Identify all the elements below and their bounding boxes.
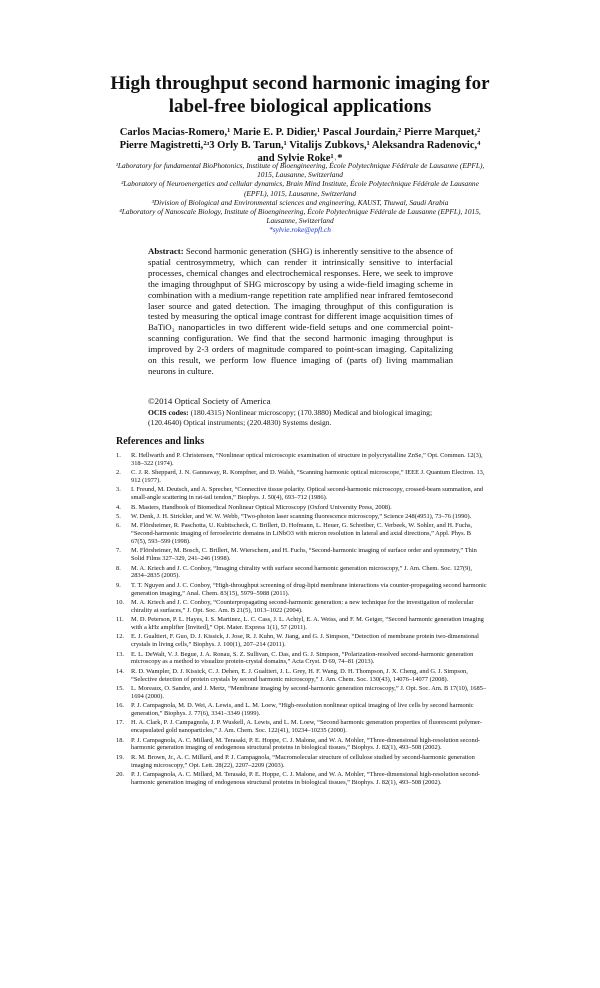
affiliation-2: ²Laboratory of Neuroenergetics and cellular dynamics, Brain Mind Institute, École Polytechnique Fédérale de Lausanne (EPFL), 1015, Lausanne, Switzerland: [121, 179, 479, 198]
reference-item: [116, 469, 488, 485]
reference-number: 20.: [116, 770, 124, 778]
reference-text: P. J. Campagnola, A. C. Millard, M. Terasaki, P. E. Hoppe, C. J. Malone, and W. A. Mohler, “Three-dimensional high-resolution second-harmonic generation imaging of endogenous structural proteins in biological tissues,” Biophys. J. 82(1), 493–508 (2002).: [131, 736, 481, 752]
reference-item: [116, 547, 488, 563]
reference-text: P. J. Campagnola, A. C. Millard, M. Terasaki, P. E. Hoppe, C. J. Malone, and W. A. Mohler, “Three-dimensional high-resolution second-harmonic generation imaging of endogenous structural proteins in biological tissues,” Biophys. J. 82(1), 493–508 (2002).: [131, 770, 481, 786]
reference-item: [116, 452, 488, 468]
reference-item: [116, 668, 488, 684]
reference-number: 12.: [116, 633, 124, 641]
ocis-codes: [148, 408, 453, 427]
reference-number: 19.: [116, 753, 124, 761]
reference-item: [116, 486, 488, 502]
reference-item: [116, 513, 488, 521]
reference-number: 18.: [116, 736, 124, 744]
reference-number: 5.: [116, 512, 121, 520]
reference-item: [116, 685, 488, 701]
reference-number: 15.: [116, 684, 124, 692]
reference-text: M. A. Kriech and J. C. Conboy, “Imaging chirality with surface second harmonic generation microscopy,” J. Am. Chem. Soc. 127(9), 2834–2835 (2005).: [131, 564, 472, 580]
reference-item: [116, 771, 488, 787]
reference-number: 7.: [116, 547, 121, 555]
reference-text: R. M. Brown, Jr., A. C. Millard, and P. J. Campagnola, “Macromolecular structure of cellulose studied by second-harmonic generation imaging microscopy,” Opt. Lett. 28(22), 2207–2209 (2003).: [131, 753, 475, 769]
reference-text: E. L. DeWalt, V. J. Begue, J. A. Ronau, S. Z. Sullivan, C. Das, and G. J. Simpson, “Polarization-resolved second-harmonic generation microscopy as a method to visualize protein-crystal domains,” Acta Cryst. D 69, 74–81 (2013).: [131, 650, 474, 666]
reference-item: [116, 651, 488, 667]
reference-item: [116, 582, 488, 598]
affiliation-4: ⁴Laboratory of Nanoscale Biology, Institute of Bioengineering, École Polytechnique Fédérale de Lausanne (EPFL), 1015, Lausanne, Switzerland: [119, 207, 481, 226]
reference-item: [116, 565, 488, 581]
reference-text: T. T. Nguyen and J. C. Conboy, “High-throughput screening of drug-lipid membrane interactions via counter-propagating second harmonic generation imaging,” Anal. Chem. 83(15), 5979–5988 (2011).: [131, 581, 487, 597]
affiliation-1: ¹Laboratory for fundamental BioPhotonics, Institute of Bioengineering, École Polytechnique Fédérale de Lausanne (EPFL), 1015, Lausanne, Switzerland: [115, 161, 485, 180]
reference-text: R. Hellwarth and P. Christensen, “Nonlinear optical microscopic examination of structure in polycrystalline ZnSe,” Opt. Commun. 12(3), 318–322 (1974).: [131, 452, 483, 467]
paper-title: High throughput second harmonic imaging for label-free biological applications: [110, 73, 490, 117]
affiliations: [110, 161, 490, 235]
reference-text: M. D. Peterson, P. L. Hayes, I. S. Martinez, L. C. Cass, J. L. Achtyl, E. A. Weiss, and F. M. Geiger, “Second harmonic generation imaging with a kHz amplifier [Invited],” Opt. Mater. Express 1(1), 57 (2011).: [131, 616, 484, 632]
reference-number: 4.: [116, 503, 121, 511]
reference-text: I. Freund, M. Deutsch, and A. Sprecher, “Connective tissue polarity. Optical second-harmonic microscopy, crossed-beam summation, and small-angle scattering in rat-tail tendon,” Biophys. J. 50(4), 693–712 (1986).: [131, 486, 484, 502]
reference-item: [116, 504, 488, 512]
reference-number: 16.: [116, 702, 124, 710]
references-heading: References and links: [116, 436, 205, 447]
reference-number: 9.: [116, 581, 121, 589]
reference-number: 11.: [116, 616, 124, 624]
reference-number: 2.: [116, 469, 121, 477]
reference-item: [116, 737, 488, 753]
reference-item: [116, 702, 488, 718]
reference-text: M. A. Kriech and J. C. Conboy, “Counterpropagating second-harmonic generation: a new technique for the investigation of molecular chirality at surfaces,” J. Opt. Soc. Am. B 21(5), 1013–1022 (2004).: [131, 598, 474, 614]
reference-text: M. Flörsheimer, M. Bosch, C. Brillert, M. Wierschem, and H. Fuchs, “Second-harmonic imaging of surface order and symmetry,” Thin Solid Films 327–329, 241–246 (1998).: [131, 547, 477, 563]
reference-number: 14.: [116, 667, 124, 675]
reference-text: W. Denk, J. H. Strickler, and W. W. Webb, “Two-photon laser scanning fluorescence microscopy,” Science 248(4951), 73–76 (1990).: [131, 512, 472, 520]
reference-number: 6.: [116, 522, 121, 530]
reference-number: 17.: [116, 719, 124, 727]
reference-item: [116, 616, 488, 632]
reference-text: P. J. Campagnola, M. D. Wei, A. Lewis, and L. M. Loew, “High-resolution nonlinear optical imaging of live cells by second harmonic generation,” Biophys. J. 77(6), 3341–3349 (1999).: [131, 702, 474, 718]
reference-number: 8.: [116, 564, 121, 572]
ocis-label: OCIS codes:: [148, 408, 189, 417]
corresponding-email-link[interactable]: *sylvie.roke@epfl.ch: [269, 225, 331, 235]
author-list: Carlos Macias-Romero,¹ Marie E. P. Didier,¹ Pascal Jourdain,² Pierre Marquet,² Pierre Magistretti,²ʴ3 Orly B. Tarun,¹ Vitalijs Zubkovs,¹ Aleksandra Radenovic,⁴ and Sylvie Roke¹˒*: [119, 127, 481, 164]
reference-text: B. Masters, Handbook of Biomedical Nonlinear Optical Microscopy (Oxford University Press, 2008).: [131, 503, 392, 511]
reference-item: [116, 719, 488, 735]
reference-number: 10.: [116, 598, 124, 606]
reference-text: R. D. Wampler, D. J. Kissick, C. J. Dehen, E. J. Gualtieri, J. L. Grey, H. F. Wang, D. H. Thompson, J. X. Cheng, and G. J. Simpson, “Selective detection of protein crystals by second harmonic microscopy,” J. Am. Chem. Soc. 130(43), 14076–14077 (2008).: [131, 667, 468, 683]
abstract-text: Second harmonic generation (SHG) is inherently sensitive to the absence of spatial centrosymmetry, which can render it intrinsically sensitive to interfacial processes, chemical changes and electrochemical responses. Here, we seek to improve the imaging throughput of SHG microscopy by using a wide-field imaging scheme in combination with a medium-range repetition rate amplified near infrared femtosecond laser source and gated detection. The imaging throughput of this configuration is tested by measuring the optical image contrast for different image acquisition times of BaTiO₃ nanoparticles in two different wide-field setups and one commercial point-scanning configuration. We find that the second harmonic imaging throughput is improved by 2-3 orders of magnitude compared to point-scan imaging. Capitalizing on this result, we perform low fluence imaging of (parts of) living mammalian neurons in culture.: [148, 246, 453, 376]
reference-text: M. Flörsheimer, R. Paschotta, U. Kubitscheck, C. Brillert, D. Hofmann, L. Heuer, G. Schreiber, C. Verbeek, W. Sohler, and H. Fuchs, “Second-harmonic imaging of ferroelectric domains in LiNbO3 with micron resolution in lateral and axial directions,” Appl. Phys. B 67(5), 593–599 (1998).: [131, 522, 473, 546]
affiliation-3: ³Division of Biological and Environmental sciences and engineering, KAUST, Thuwal, Saudi Arabia: [151, 197, 449, 207]
reference-item: [116, 754, 488, 770]
reference-number: 1.: [116, 452, 121, 459]
reference-item: [116, 522, 488, 546]
reference-text: E. J. Gualtieri, F. Guo, D. J. Kissick, J. Jose, R. J. Kuhn, W. Jiang, and G. J. Simpson, “Detection of membrane protein two-dimensional crystals in living cells,” Biophys. J. 100(1), 207–214 (2011).: [131, 633, 479, 649]
reference-text: L. Moreaux, O. Sandre, and J. Mertz, “Membrane imaging by second-harmonic generation microscopy,” J. Opt. Soc. Am. B 17(10), 1685–1694 (2000).: [131, 684, 487, 700]
reference-item: [116, 633, 488, 649]
reference-text: C. J. R. Sheppard, J. N. Gannaway, R. Kompfner, and D. Walsh, “Scanning harmonic optical microscope,” IEEE J. Quantum Electron. 13, 912 (1977).: [131, 469, 485, 485]
reference-text: H. A. Clark, P. J. Campagnola, J. P. Wuskell, A. Lewis, and L. M. Loew, “Second harmonic generation properties of fluorescent polymer-encapsulated gold nanoparticles,” J. Am. Chem. Soc. 122(41), 10234–10235 (2000).: [131, 719, 483, 735]
reference-number: 3.: [116, 486, 121, 494]
copyright-notice: ©2014 Optical Society of America: [148, 396, 271, 406]
reference-list: [116, 452, 488, 788]
ocis-text: (180.4315) Nonlinear microscopy; (170.3880) Medical and biological imaging; (120.4640) Optical instruments; (220.4830) Systems design.: [148, 408, 433, 427]
reference-item: [116, 599, 488, 615]
abstract: [148, 246, 453, 377]
reference-number: 13.: [116, 650, 124, 658]
abstract-label: Abstract:: [148, 246, 184, 256]
